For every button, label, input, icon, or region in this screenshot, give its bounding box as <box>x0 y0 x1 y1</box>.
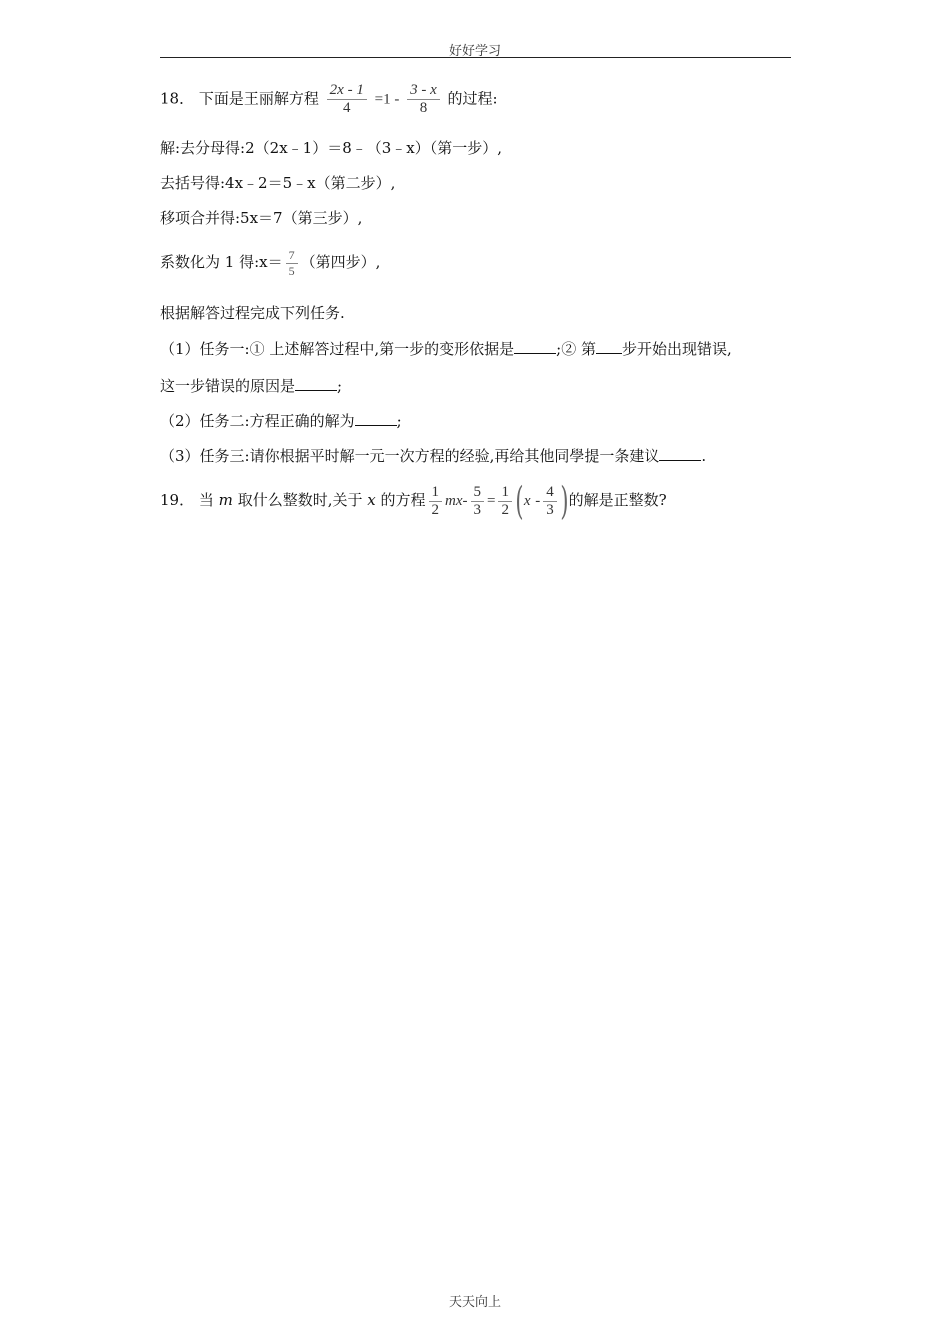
task-2-text-b: ; <box>396 412 402 430</box>
q19-post: 的解是正整数? <box>568 491 667 509</box>
fraction-denominator: 3 <box>546 501 554 518</box>
q18-step-4 <box>160 243 380 281</box>
q19-pre: 当 <box>198 491 214 509</box>
q19-mid-2: 的方程 <box>380 491 426 509</box>
q18-step-2: 去括号得:4x﹣2＝5﹣x（第二步）, <box>160 174 396 192</box>
q19-term-mx: mx <box>445 493 463 509</box>
q18-step-4-post: （第四步）, <box>300 253 381 271</box>
task-1-text-e: ; <box>337 377 343 395</box>
q19-equals: = <box>487 493 496 509</box>
fraction-denominator: 5 <box>288 263 295 278</box>
q19-var-m: m <box>218 491 233 509</box>
q18-task-intro: 根据解答过程完成下列任务. <box>160 304 345 322</box>
q18-task-3 <box>160 446 706 466</box>
q18-fraction-1 <box>327 82 367 117</box>
fraction-numerator: 4 <box>546 483 554 500</box>
q18-number: 18． <box>160 89 195 108</box>
fraction-numerator: 3 - x <box>410 82 437 98</box>
task-1-text-d: 这一步错误的原因是 <box>160 377 296 395</box>
task-3-text-b: . <box>701 447 707 465</box>
answer-blank[interactable] <box>295 376 337 391</box>
q18-after: 的过程: <box>447 89 498 108</box>
answer-blank[interactable] <box>659 446 701 461</box>
q19-minus: - <box>462 493 468 509</box>
right-parenthesis: ) <box>560 479 569 523</box>
fraction-numerator: 2x - 1 <box>329 82 364 98</box>
task-3-text-a: （3）任务三:请你根据平时解一元一次方程的经验,再给其他同學提一条建议 <box>160 447 660 465</box>
fraction-numerator: 5 <box>473 483 482 500</box>
q19-inner-minus: - <box>535 493 541 509</box>
fraction-denominator: 2 <box>431 501 440 518</box>
q19-number: 19． <box>160 491 195 509</box>
q19-mid-1: 取什么整数时,关于 <box>237 491 363 509</box>
q19-inner-x: x <box>523 493 531 509</box>
q19-fraction-1 <box>429 484 443 519</box>
page-header-title: 好好学习 <box>448 44 501 59</box>
left-parenthesis: ( <box>515 479 524 523</box>
q18-step-3: 移项合并得:5x＝7（第三步）, <box>160 209 363 227</box>
task-1-text-c: 步开始出现错误, <box>621 340 732 358</box>
q19-fraction-3 <box>498 484 512 519</box>
task-2-text-a: （2）任务二:方程正确的解为 <box>160 412 355 430</box>
q18-step-4-fraction <box>286 248 298 279</box>
fraction-numerator: 7 <box>288 247 295 262</box>
fraction-denominator: 8 <box>419 100 428 116</box>
q18-task-1-line-1 <box>160 339 732 359</box>
q19-var-x: x <box>367 491 376 509</box>
q19-fraction-2 <box>471 484 485 519</box>
q18-intro: 下面是王丽解方程 <box>198 89 319 108</box>
q18-fraction-2 <box>407 82 440 117</box>
page-footer-title: 天天向上 <box>448 1295 501 1310</box>
q18-step-1: 解:去分母得:2（2x﹣1）＝8﹣（3﹣x）（第一步）, <box>160 139 503 157</box>
q19-fraction-4 <box>543 484 557 519</box>
q18-equals-one-minus: =1 - <box>374 91 400 108</box>
header-divider <box>160 57 791 58</box>
task-1-text-b: ;② 第 <box>556 340 596 358</box>
answer-blank[interactable] <box>355 411 397 426</box>
q18-task-2 <box>160 411 402 431</box>
q18-task-1-line-2 <box>160 376 342 396</box>
fraction-numerator: 1 <box>501 483 509 500</box>
q19-line <box>160 478 667 523</box>
q18-equation-line <box>160 82 498 117</box>
answer-blank[interactable] <box>514 339 556 354</box>
task-1-text-a: （1）任务一:① 上述解答过程中,第一步的变形依据是 <box>160 340 515 358</box>
fraction-denominator: 2 <box>501 501 509 518</box>
q18-step-4-pre: 系数化为 1 得:x＝ <box>160 253 283 271</box>
fraction-denominator: 4 <box>343 100 351 116</box>
fraction-numerator: 1 <box>431 483 440 500</box>
answer-blank[interactable] <box>596 339 622 354</box>
fraction-denominator: 3 <box>473 501 482 518</box>
